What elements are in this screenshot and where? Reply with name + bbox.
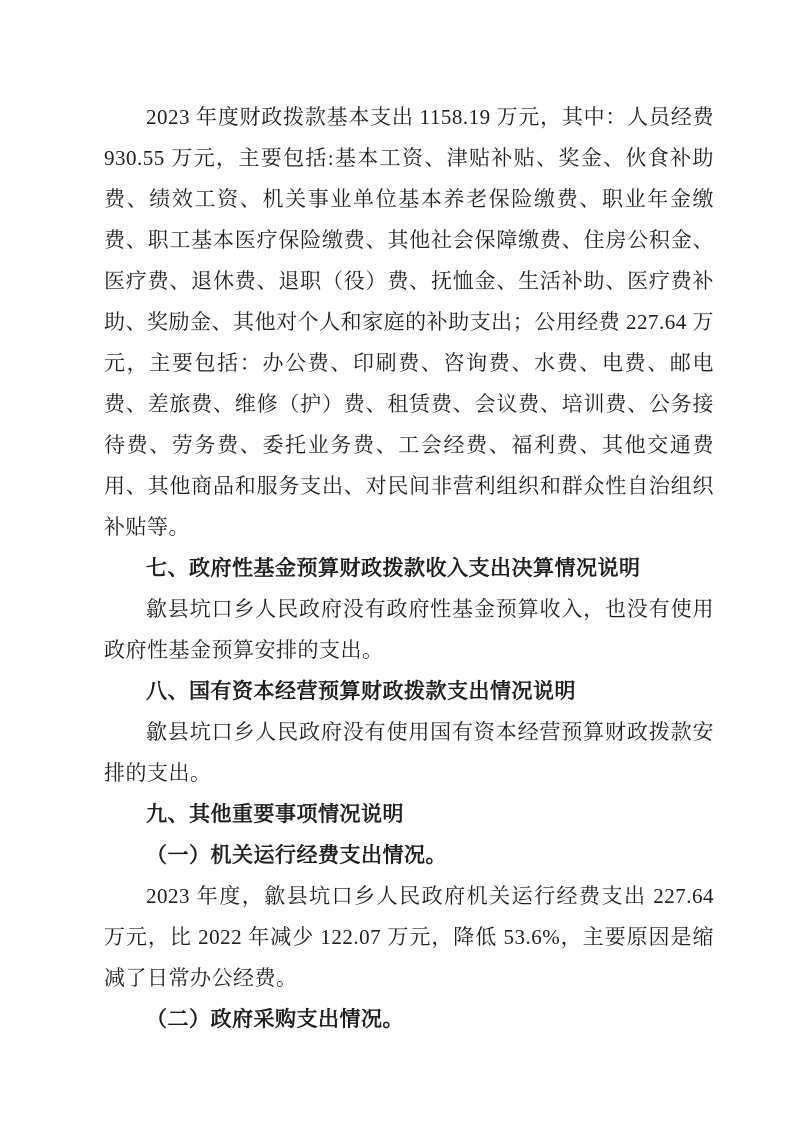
paragraph: 歙县坑口乡人民政府没有使用国有资本经营预算财政拨款安排的支出。 bbox=[104, 720, 714, 785]
section-heading: 七、政府性基金预算财政拨款收入支出决算情况说明 bbox=[146, 557, 641, 580]
paragraph: 歙县坑口乡人民政府没有政府性基金预算收入，也没有使用政府性基金预算安排的支出。 bbox=[104, 597, 714, 662]
section-heading: 九、其他重要事项情况说明 bbox=[146, 803, 404, 826]
paragraph: 2023 年度，歙县坑口乡人民政府机关运行经费支出 227.64 万元，比 2022 年减少 122.07 万元，降低 53.6%，主要原因是缩减了日常办公经费。 bbox=[104, 884, 714, 990]
section-heading: （一）机关运行经费支出情况。 bbox=[146, 844, 447, 867]
section-heading: （二）政府采购支出情况。 bbox=[146, 1008, 404, 1031]
section-heading: 八、国有资本经营预算财政拨款支出情况说明 bbox=[146, 680, 576, 703]
paragraph: 2023 年度财政拨款基本支出 1158.19 万元，其中：人员经费 930.55 万元，主要包括:基本工资、津贴补贴、奖金、伙食补助费、绩效工资、机关事业单位基本养老保险缴费、职业年金缴费、职工基本医疗保险缴费、其他社会保障缴费、住房公积金、医疗费、退休费、退职（役）费、抚恤金、生活补助、医疗费补助、奖励金、其他对个人和家庭的补助支出；公用经费 227.64 万元，主要包括：办公费、印刷费、咨询费、水费、电费、邮电费、差旅费、维修（护）费、租赁费、会议费、培训费、公务接待费、劳务费、委托业务费、工会经费、福利费、其他交通费用、其他商品和服务支出、对民间非营利组织和群众性自治组织补贴等。 bbox=[104, 105, 714, 539]
document-body bbox=[104, 97, 714, 1040]
